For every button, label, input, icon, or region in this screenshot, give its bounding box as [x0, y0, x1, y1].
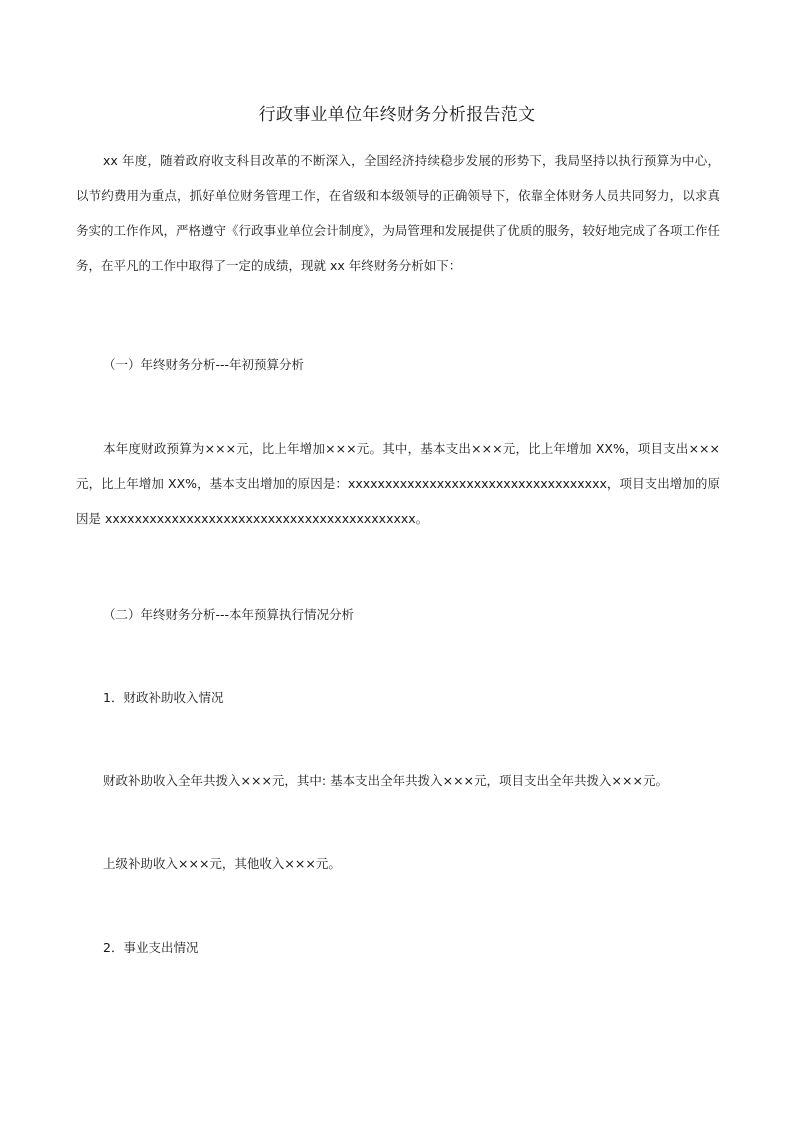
section-1-paragraph: 本年度财政预算为×××元，比上年增加×××元。其中，基本支出×××元，比上年增加 XX%，项目支出×××元，比上年增加 XX%，基本支出增加的原因是：xxxxxxxxxxxxxxxxxxxxxxxxxxxxxxxxxxx，项目支出增加的原因是 xxxxxxxxxxxxxxxxxxxxxxxxxxxxxxxxxxxxxxxxxx。 [76, 441, 720, 526]
subsection-1-line-2: 上级补助收入×××元，其他收入×××元。 [103, 856, 341, 871]
intro-paragraph: xx 年度，随着政府收支科目改革的不断深入，全国经济持续稳步发展的形势下，我局坚持以执行预算为中心，以节约费用为重点，抓好单位财务管理工作，在省级和本级领导的正确领导下，依靠全体财务人员共同努力，以求真务实的工作作风，严格遵守《行政事业单位会计制度》，为局管理和发展提供了优质的服务，较好地完成了各项工作任务，在平凡的工作中取得了一定的成绩，现就 xx 年终财务分析如下： [76, 153, 720, 273]
subsection-2-heading: 2．事业支出情况 [103, 940, 199, 955]
section-2-heading: （二）年终财务分析---本年预算执行情况分析 [103, 607, 355, 622]
subsection-1-heading: 1．财政补助收入情况 [103, 690, 224, 705]
subsection-1-line-1: 财政补助收入全年共拨入×××元，其中: 基本支出全年共拨入×××元，项目支出全年共拨入×××元。 [103, 773, 668, 788]
document-title: 行政事业单位年终财务分析报告范文 [258, 105, 536, 125]
section-1-heading: （一）年终财务分析---年初预算分析 [103, 357, 305, 372]
